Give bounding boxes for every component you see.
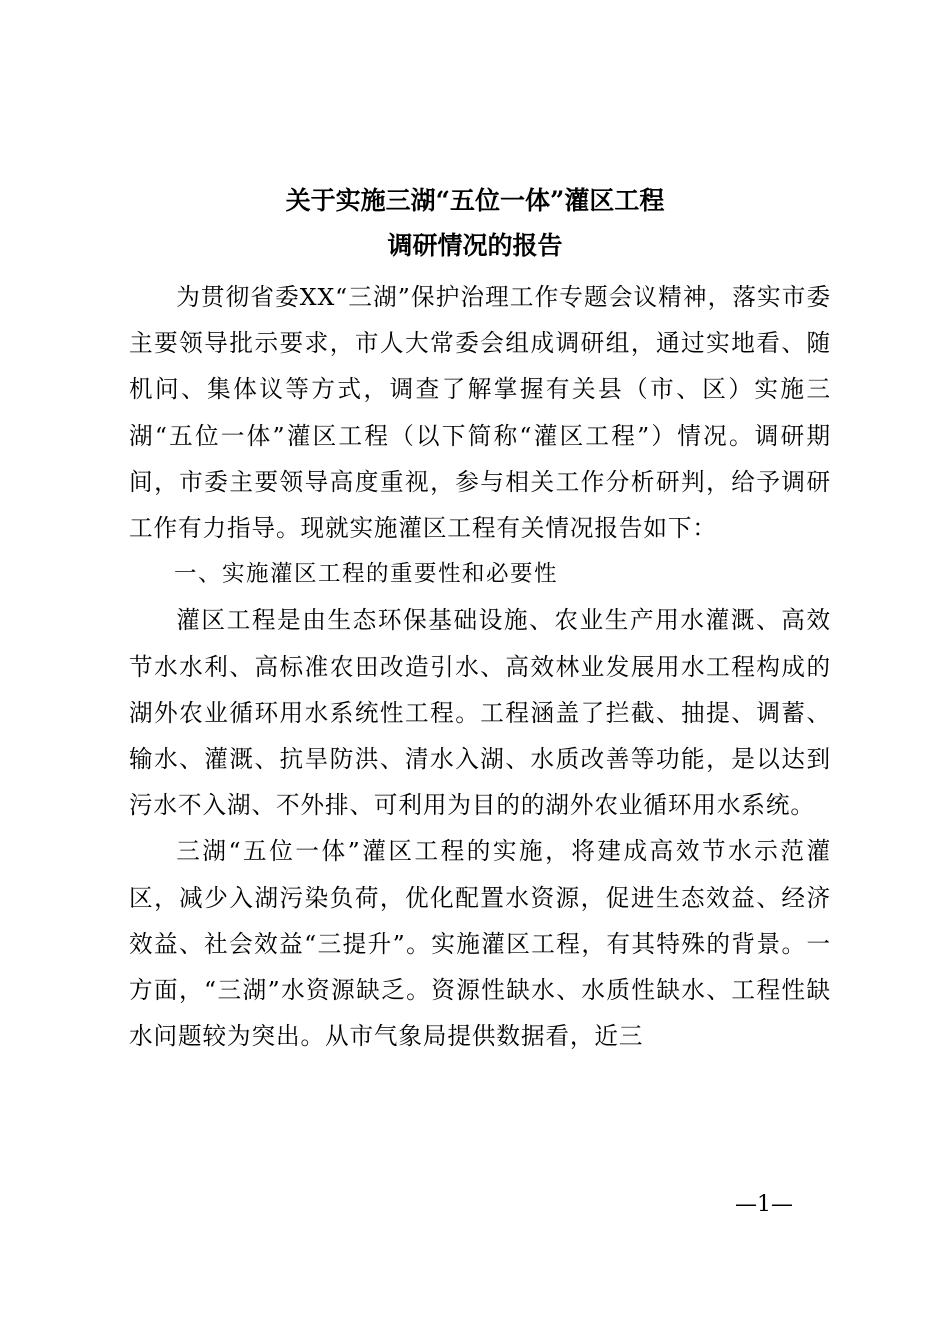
document-title-line-2: 调研情况的报告 (387, 231, 563, 260)
page-number: —1— (735, 1192, 793, 1217)
intro-paragraph: 为贯彻省委XX“三湖”保护治理工作专题会议精神，落实市委主要领导批示要求，市人大常委会组成调研组，通过实地看、随机问、集体议等方式，调查了解掌握有关县（市、区）实施三湖“五位一体”灌区工程（以下简称“灌区工程”）情况。调研期间，市委主要领导高度重视，参与相关工作分析研判，给予调研工作有力指导。现就实施灌区工程有关情况报告如下： (129, 283, 831, 543)
document-title-line-1: 关于实施三湖“五位一体”灌区工程 (285, 186, 665, 215)
section-heading-1: 一、实施灌区工程的重要性和必要性 (174, 561, 559, 588)
body-paragraph-2: 三湖“五位一体”灌区工程的实施，将建成高效节水示范灌区，减少入湖污染负荷，优化配置水资源，促进生态效益、经济效益、社会效益“三提升”。实施灌区工程，有其特殊的背景。一方面，“三湖”水资源缺乏。资源性缺水、水质性缺水、工程性缺水问题较为突出。从市气象局提供数据看，近三 (129, 837, 831, 1051)
body-paragraph-1: 灌区工程是由生态环保基础设施、农业生产用水灌溉、高效节水水利、高标准农田改造引水、高效林业发展用水工程构成的湖外农业循环用水系统性工程。工程涵盖了拦截、抽提、调蓄、输水、灌溉、抗旱防洪、清水入湖、水质改善等功能，是以达到污水不入湖、不外排、可利用为目的的湖外农业循环用水系统。 (129, 606, 831, 820)
document-body (129, 274, 831, 1059)
